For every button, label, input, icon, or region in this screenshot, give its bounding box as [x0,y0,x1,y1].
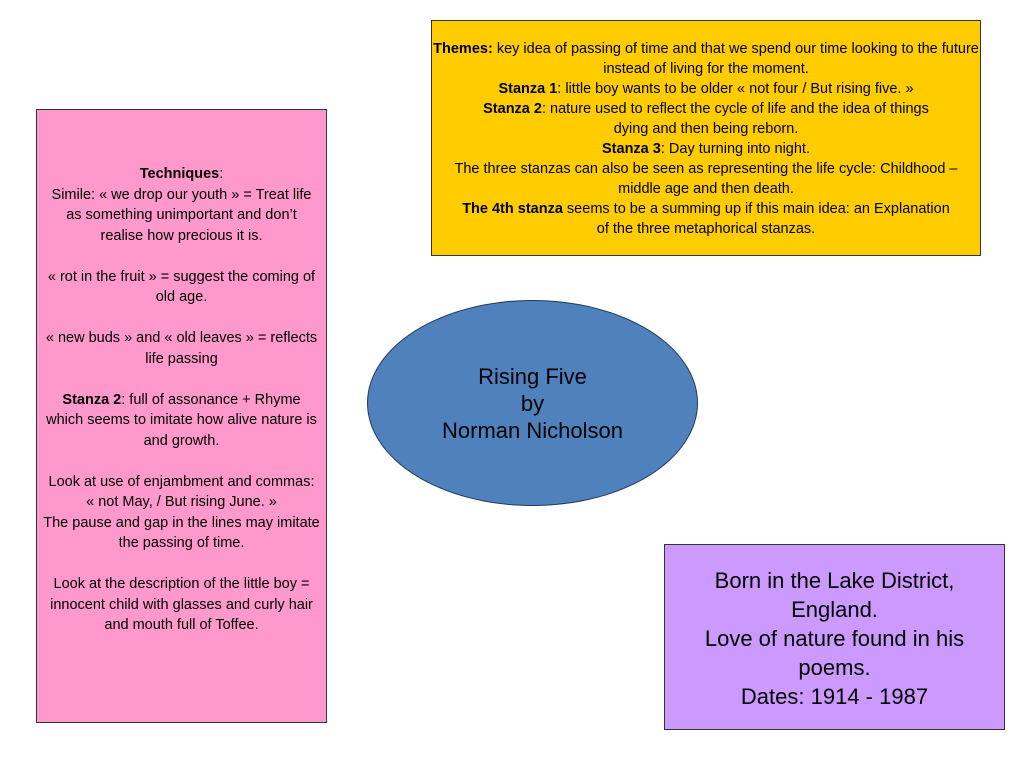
description-paragraph: Look at the description of the little boy = innocent child with glasses and curly hair and mouth full of Toffee. [50,576,313,633]
bio-box [664,544,1005,730]
poem-author: Norman Nicholson [442,417,623,443]
lifecycle-paragraph: The three stanzas can also be seen as representing the life cycle: Childhood – middle age and then death. [454,161,958,197]
bio-birthplace: Born in the Lake District, England. [714,568,955,622]
title-ellipse [367,300,698,506]
stanza3-paragraph [432,139,980,159]
poem-title: Rising Five [478,363,587,389]
rot-paragraph: « rot in the fruit » = suggest the coming of old age. [47,268,316,305]
stanza4-label: The 4th stanza [462,201,563,217]
themes-text: key idea of passing of time and that we spend our time looking to the future instead of living for the moment. [492,41,979,77]
bio-dates: Dates: 1914 - 1987 [740,684,929,709]
stanza2-technique-label: Stanza 2 [62,391,122,408]
themes-paragraph [432,39,980,79]
techniques-label: Techniques [139,166,220,182]
bio-nature: Love of nature found in his poems. [704,626,965,680]
stanza2-label: Stanza 2 [483,101,542,117]
techniques-box [36,109,327,723]
stanza2-technique-paragraph [43,390,320,452]
stanza3-label: Stanza 3 [602,141,661,157]
stanza1-label: Stanza 1 [498,81,558,97]
enjambment-paragraph: Look at use of enjambment and commas: « not May, / But rising June. » [48,473,315,510]
pause-paragraph: The pause and gap in the lines may imitate the passing of time. [43,514,320,551]
simile-paragraph: Simile: « we drop our youth » = Treat life as something unimportant and don’t realise how precious it is. [51,186,312,244]
stanza1-text: : little boy wants to be older « not four / But rising five. » [557,81,914,97]
stanza4-text: seems to be a summing up if this main idea: an Explanation of the three metaphorical stanzas. [562,201,950,237]
techniques-heading [43,164,320,185]
techniques-label-suffix: : [219,166,224,182]
stanza2-paragraph [432,99,980,139]
themes-label: Themes: [433,41,493,57]
themes-box [431,20,981,256]
stanza4-paragraph [432,199,980,239]
stanza3-text: : Day turning into night. [660,141,810,157]
stanza2-text: : nature used to reflect the cycle of life and the idea of things dying and then being reborn. [541,101,929,137]
stanza1-paragraph [432,79,980,99]
buds-paragraph: « new buds » and « old leaves » = reflects life passing [45,330,318,367]
stanza2-technique-text: : full of assonance + Rhyme which seems to imitate how alive nature is and growth. [46,391,317,449]
by-label: by [520,390,545,416]
